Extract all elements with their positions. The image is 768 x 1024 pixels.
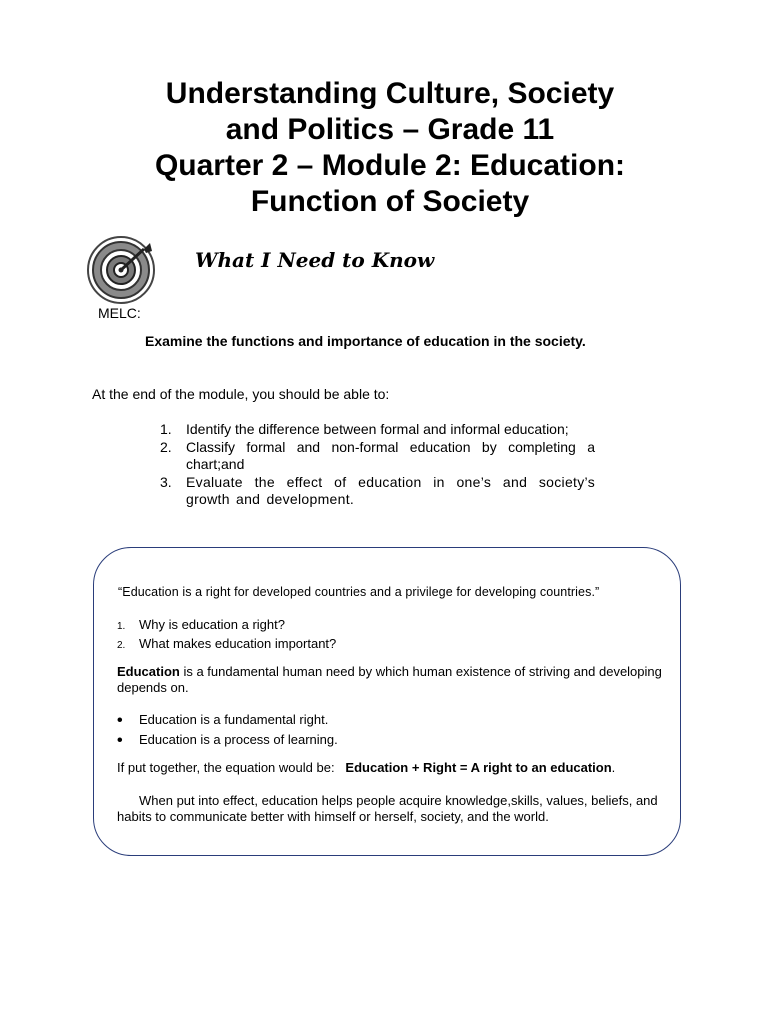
definition-term: Education — [117, 664, 180, 679]
equation-line — [117, 760, 615, 775]
objective-text: Identify the difference between formal and informal education; — [186, 421, 569, 437]
list-number: 2. — [117, 640, 126, 651]
objective-text: Evaluate the effect of education in one’s and society’s growth and development. — [186, 473, 595, 507]
title-line-1: Understanding Culture, Society — [165, 77, 615, 110]
equation-end: . — [611, 760, 616, 775]
objectives-intro: At the end of the module, you should be able to: — [92, 386, 390, 402]
melc-competency: Examine the functions and importance of education in the society. — [145, 333, 586, 349]
list-item — [160, 474, 595, 509]
closing-text: When put into effect, education helps people acquire knowledge,skills, values, beliefs, and habits to communicate better with himself or herself, society, and the world. — [117, 793, 658, 824]
list-number: 2. — [160, 438, 172, 455]
list-item — [117, 731, 338, 751]
questions-list — [117, 616, 336, 654]
list-item — [160, 421, 595, 439]
bullet-list — [117, 711, 338, 751]
bullet-text: Education is a fundamental right. — [139, 712, 329, 727]
title-line-2: and Politics – Grade 11 — [225, 113, 555, 146]
section-heading: What I Need to Know — [195, 248, 435, 272]
list-number: 1. — [160, 421, 172, 437]
list-item — [117, 616, 336, 635]
equation: Education + Right = A right to an education — [345, 760, 612, 775]
objective-text: Classify formal and non-formal education by completing a chart;and — [186, 438, 595, 472]
quote: “Education is a right for developed countries and a privilege for developing countries.” — [118, 585, 600, 599]
module-title — [0, 76, 768, 220]
bullet-text: Education is a process of learning. — [139, 732, 338, 747]
title-line-4: Function of Society — [250, 185, 530, 218]
bullet-icon: • — [117, 712, 123, 729]
definition-text: is a fundamental human need by which human existence of striving and developing depends on. — [117, 664, 662, 695]
list-number: 1. — [117, 621, 126, 632]
equation-lead: If put together, the equation would be: — [117, 760, 335, 775]
list-item — [117, 711, 338, 731]
title-line-3: Quarter 2 – Module 2: Education: — [154, 149, 626, 182]
list-item — [160, 439, 595, 474]
question-text: Why is education a right? — [139, 617, 285, 632]
target-icon — [86, 235, 156, 305]
question-text: What makes education important? — [139, 636, 337, 651]
list-item — [117, 635, 336, 654]
objectives-list — [160, 421, 595, 509]
melc-label: MELC: — [98, 305, 141, 321]
bullet-icon: • — [117, 732, 123, 749]
education-definition — [117, 664, 662, 696]
closing-paragraph — [117, 793, 682, 824]
list-number: 3. — [160, 473, 172, 490]
